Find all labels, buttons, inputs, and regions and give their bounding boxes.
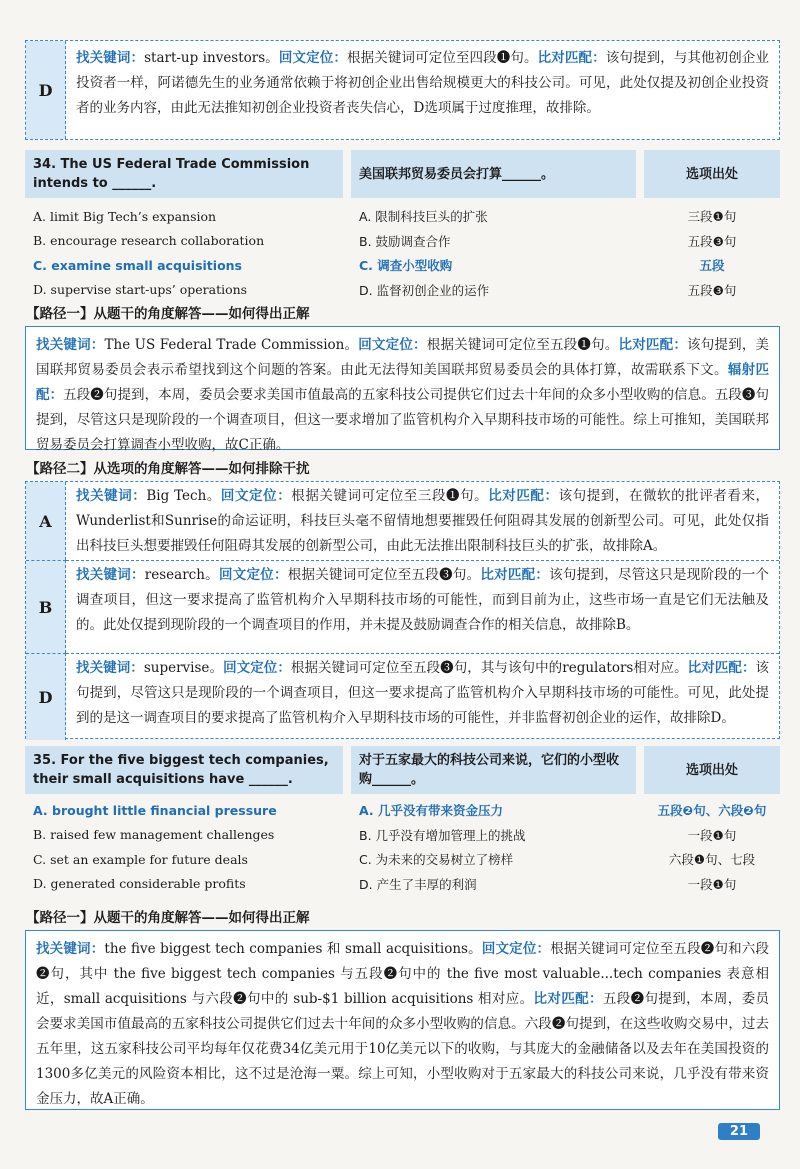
- option-source: 五段❷句、六段❷句: [657, 803, 767, 819]
- match-text: 该句提到，尽管这只是现阶段的一个调查项目，但这一要求提高了监管机构介入早期科技市场的可能性，而到目前为止，这些市场一直是它们无法触及的。此处仅提到现阶段的一个调查项目的作用，并未提及鼓励调查合作的相关信息，故排除B。: [76, 567, 770, 633]
- option-row: [25, 872, 780, 897]
- option-source: 一段❶句: [687, 876, 737, 892]
- match-label: 比对匹配：: [618, 337, 688, 353]
- route-two-options-box: [25, 481, 780, 739]
- option-letter: D: [26, 653, 66, 740]
- match-label: 比对匹配：: [537, 50, 606, 66]
- question-35-header: [25, 746, 780, 794]
- option-letter: A: [26, 482, 66, 560]
- option-analysis: [66, 560, 779, 653]
- match-label: 比对匹配：: [480, 567, 550, 583]
- question-35-table: [25, 746, 780, 896]
- option-letter: D: [26, 41, 66, 139]
- keyword-text: the five biggest tech companies 和 small acquisitions。: [104, 941, 482, 957]
- keyword-label: 找关键词：: [76, 50, 145, 66]
- option-cn: B. 鼓励调查合作: [359, 233, 451, 249]
- match-text: 五段❷句提到，本周，委员会要求美国市值最高的五家科技公司提供它们过去十年间的众多小型收购的信息。六段❷句提到，在这些收购交易中，过去五年里，这五家科技公司平均每年仅花费34亿美元用于10亿美元以下的收购，与其庞大的金融储备以及去年在美国投资的1300多亿美元的风险资本相比，这不过是沧海一粟。综上可知，小型收购对于五家最大的科技公司来说，几乎没有带来资金压力，故A正确。: [36, 991, 770, 1107]
- option-row: [25, 847, 780, 872]
- locate-text: 根据关键词可定位至五段❸句。: [287, 567, 481, 583]
- option-row: [25, 823, 780, 848]
- match-text: 该句提到，与其他初创企业投资者一样，阿诺德先生的业务通常依赖于将初创企业出售给规模更大的科技公司。可见，此处仅提及初创企业投资者的业务内容，由此无法推知初创企业投资者丧失信心，D选项属于过度推理，故排除。: [76, 50, 770, 116]
- locate-label: 回文定位：: [218, 567, 288, 583]
- option-en: C. examine small acquisitions: [33, 257, 242, 273]
- locate-label: 回文定位：: [481, 941, 551, 957]
- keyword-label: 找关键词：: [76, 488, 147, 504]
- option-cn: C. 调查小型收购: [359, 258, 453, 274]
- locate-text: 根据关键词可定位至三段❶句。: [291, 488, 489, 504]
- option-row: [25, 278, 780, 303]
- match-text: 该句提到，在微软的批评者看来，Wunderlist和Sunrise的命运证明，科技巨头毫不留情地想要摧毁任何阻碍其发展的创新型公司。可见，此处仅指出科技巨头想要摧毁任何阻碍其发展的创新型公司，由此无法推出限制科技巨头的扩张，故排除A。: [76, 488, 770, 554]
- source-header: 选项出处: [644, 150, 780, 198]
- keyword-text: start-up investors。: [144, 50, 279, 66]
- question-34-header: [25, 150, 780, 198]
- question-35-stem: 35. For the five biggest tech companies, their small acquisitions have ______.: [25, 746, 343, 794]
- match-text: 该句提到，尽管这只是现阶段的一个调查项目，但这一要求提高了监管机构介入早期科技市场的可能性。可见，此处提到的是这一调查项目的要求提高了监管机构介入早期科技市场的可能性，并非监督初创企业的运作，故排除D。: [76, 660, 770, 726]
- locate-text: 根据关键词可定位至五段❶句。: [426, 337, 619, 353]
- keyword-label: 找关键词：: [76, 567, 145, 583]
- radiate-label: 辐射匹配：: [36, 362, 770, 403]
- option-source: 一段❶句: [687, 827, 737, 843]
- match-label: 比对匹配：: [687, 660, 756, 676]
- question-34-stem: 34. The US Federal Trade Commission intends to ______.: [25, 150, 343, 198]
- route-two-title: 【路径二】从选项的角度解答——如何排除干扰: [26, 461, 310, 477]
- locate-text: 根据关键词可定位至四段❶句。: [347, 50, 538, 66]
- keyword-text: Big Tech。: [146, 488, 221, 504]
- keyword-label: 找关键词：: [36, 337, 105, 353]
- option-en: D. supervise start-ups’ operations: [33, 282, 248, 298]
- option-source: 六段❶句、七段: [668, 852, 756, 868]
- locate-text: 根据关键词可定位至五段❸句，其与该句中的regulators相对应。: [290, 660, 688, 676]
- route-one-title: 【路径一】从题干的角度解答——如何得出正解: [26, 306, 310, 322]
- match-label: 比对匹配：: [488, 488, 559, 504]
- option-cn: A. 限制科技巨头的扩张: [359, 209, 488, 225]
- option-source: 三段❶句: [687, 209, 737, 225]
- option-cn: A. 几乎没有带来资金压力: [359, 803, 504, 819]
- option-row: [25, 204, 780, 229]
- correct-option-row: [25, 253, 780, 278]
- option-cn: B. 几乎没有增加管理上的挑战: [359, 827, 526, 843]
- route-one-analysis: [25, 326, 780, 453]
- option-cn: D. 产生了丰厚的利润: [359, 876, 477, 892]
- route-one-analysis: [25, 930, 780, 1110]
- question-34-table: [25, 150, 780, 302]
- option-en: C. set an example for future deals: [33, 851, 248, 867]
- option-en: D. generated considerable profits: [33, 876, 246, 892]
- option-cn: D. 监督初创企业的运作: [359, 282, 490, 298]
- question-34-stem-cn: 美国联邦贸易委员会打算______。: [351, 150, 636, 198]
- option-en: A. limit Big Tech’s expansion: [33, 208, 217, 224]
- option-source: 五段❸句: [687, 282, 737, 298]
- locate-text: 根据关键词可定位至五段❷句和六段❷句，其中 the five biggest tech companies 与五段❷句中的 the five most valuable...tech companies 表意相近，small acquisitions 与六段❷句中的 sub-$1 billion acquisitions 相对应。: [36, 941, 769, 1007]
- keyword-label: 找关键词：: [76, 660, 144, 676]
- option-row: [25, 229, 780, 254]
- option-analysis: [66, 653, 779, 740]
- correct-option-row: [25, 798, 780, 823]
- radiate-text: 五段❷句提到，本周，委员会要求美国市值最高的五家科技公司提供它们过去十年间的众多小型收购的信息。五段❸句提到，尽管这只是现阶段的一个调查项目，但这一要求增加了监管机构介入早期科技市场的可能性。综上可推知，美国联邦贸易委员会打算调查小型收购，故C正确。: [36, 387, 770, 453]
- locate-label: 回文定位：: [223, 660, 291, 676]
- option-source: 五段: [699, 258, 725, 274]
- question-35-stem-cn: 对于五家最大的科技公司来说，它们的小型收购______。: [351, 746, 636, 794]
- source-header: 选项出处: [644, 746, 780, 794]
- keyword-text: research。: [144, 567, 219, 583]
- option-analysis: [66, 41, 779, 139]
- option-letter: B: [26, 560, 66, 653]
- keyword-text: The US Federal Trade Commission。: [104, 337, 359, 353]
- locate-label: 回文定位：: [358, 337, 427, 353]
- option-en: A. brought little financial pressure: [33, 802, 277, 818]
- keyword-text: supervise。: [143, 660, 224, 676]
- locate-label: 回文定位：: [278, 50, 347, 66]
- prev-question-option-d-box: [25, 40, 780, 140]
- option-analysis: [66, 482, 779, 560]
- match-label: 比对匹配：: [533, 991, 603, 1007]
- keyword-label: 找关键词：: [36, 941, 105, 957]
- match-text: 该句提到，美国联邦贸易委员会表示希望找到这个问题的答案。由此无法得知美国联邦贸易委员会的具体打算，故需联系下文。: [36, 337, 770, 378]
- option-source: 五段❸句: [687, 233, 737, 249]
- option-cn: C. 为未来的交易树立了榜样: [359, 852, 514, 868]
- option-en: B. encourage research collaboration: [33, 233, 265, 249]
- route-one-title: 【路径一】从题干的角度解答——如何得出正解: [26, 910, 310, 926]
- page-number: 21: [718, 1123, 760, 1140]
- option-en: B. raised few management challenges: [33, 827, 275, 843]
- locate-label: 回文定位：: [220, 488, 292, 504]
